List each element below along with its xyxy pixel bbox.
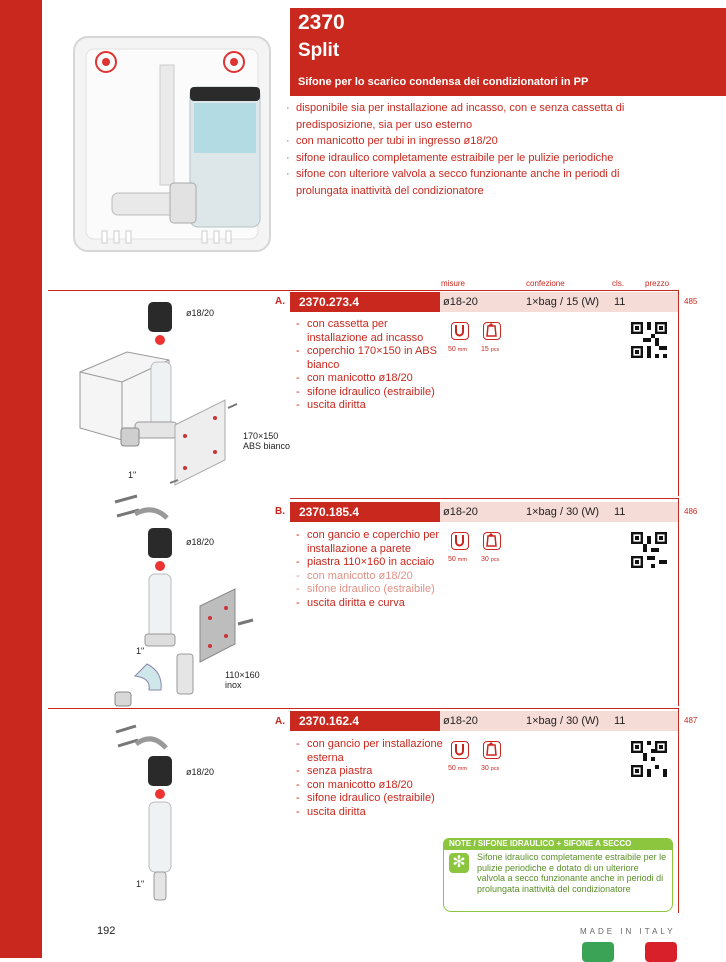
trap-depth-unit: mm <box>457 766 467 772</box>
column-header-misure: misure <box>441 279 466 288</box>
desc-item: - con cassetta per installazione ad incasso <box>296 318 446 345</box>
trap-depth-value: 50 <box>448 765 456 772</box>
cell-confezione: 1×bag / 30 (W) <box>526 506 600 518</box>
variant-description <box>296 529 446 610</box>
desc-item: - con manicotto ø18/20 <box>296 779 446 793</box>
section-divider <box>290 498 678 499</box>
page-number: 192 <box>97 925 116 937</box>
article-code <box>290 292 440 312</box>
section-divider <box>48 708 678 709</box>
qr-code-icon[interactable] <box>631 741 667 777</box>
product-drawing <box>110 724 190 904</box>
qr-code-icon[interactable] <box>631 322 667 358</box>
trap-depth-label <box>448 765 467 772</box>
desc-item: - con manicotto ø18/20 <box>296 372 446 386</box>
desc-item: - sifone idraulico (estraibile) <box>296 386 446 400</box>
package-quantity-unit: pcs <box>490 766 500 772</box>
feature-item: · disponibile sia per installazione ad incasso, con e senza cassetta di predisposizione, sia per uso esterno <box>286 100 666 133</box>
variant-letter: A. <box>275 296 285 307</box>
trap-depth-value: 50 <box>448 556 456 563</box>
variant-letter: B. <box>275 506 285 517</box>
trap-depth-icon <box>451 322 469 340</box>
section-divider <box>48 290 678 291</box>
section-side-rule <box>678 498 679 706</box>
cell-cls: 11 <box>614 506 626 518</box>
package-quantity-value: 30 <box>481 556 489 563</box>
feature-item: · sifone idraulico completamente estraibile per le pulizie periodiche <box>286 150 666 167</box>
desc-item: - coperchio 170×150 in ABS bianco <box>296 345 446 372</box>
qr-code-icon[interactable] <box>631 532 667 568</box>
desc-item: - sifone idraulico (estraibile) <box>296 792 446 806</box>
asterisk-icon: ✻ <box>449 853 469 873</box>
package-quantity-label <box>481 556 499 563</box>
desc-item: - con manicotto ø18/20 <box>296 570 446 584</box>
feature-list <box>286 100 666 199</box>
series-number: 2370 <box>298 11 345 34</box>
cell-misure: ø18-20 <box>443 296 478 308</box>
note-text: Sifone idraulico completamente estraibile per le pulizie periodiche e dotato di un ulteriore valvola a secco funzionante anche in periodi di prolungata inattività del condizionatore <box>477 852 667 894</box>
flag-red-tab <box>645 942 677 962</box>
desc-item: - con gancio e coperchio per installazione a parete <box>296 529 446 556</box>
package-quantity-unit: pcs <box>490 347 500 353</box>
variant-letter: A. <box>275 716 285 727</box>
package-quantity-icon <box>483 532 501 550</box>
thread-label: 1" <box>136 879 145 889</box>
section-side-rule <box>678 290 679 496</box>
code-series: 2370 <box>299 295 326 309</box>
package-quantity-label <box>481 765 499 772</box>
package-quantity-unit: pcs <box>490 557 500 563</box>
plate-size-label: 170×150 <box>243 431 279 441</box>
trap-depth-label <box>448 346 467 353</box>
plate-material-label: inox <box>225 680 242 690</box>
code-suffix: .185.4 <box>325 505 360 519</box>
column-header-cls: cls. <box>612 279 624 288</box>
feature-item: · con manicotto per tubi in ingresso ø18/20 <box>286 133 666 150</box>
product-title: Split <box>298 40 340 61</box>
diameter-label: ø18/20 <box>186 537 215 547</box>
flag-green-tab <box>582 942 614 962</box>
column-header-confezione: confezione <box>526 279 565 288</box>
trap-depth-icon <box>451 741 469 759</box>
trap-depth-unit: mm <box>457 347 467 353</box>
code-suffix: .162.4 <box>325 714 360 728</box>
page-reference: 485 <box>684 297 698 306</box>
page-reference: 487 <box>684 716 698 725</box>
variant-description <box>296 738 446 819</box>
cell-confezione: 1×bag / 30 (W) <box>526 715 600 727</box>
trap-depth-icon <box>451 532 469 550</box>
package-quantity-value: 15 <box>481 346 489 353</box>
trap-depth-unit: mm <box>457 557 467 563</box>
package-quantity-value: 30 <box>481 765 489 772</box>
code-suffix: .273.4 <box>325 295 360 309</box>
note-title: NOTE / SIFONE IDRAULICO + SIFONE A SECCO <box>443 838 673 850</box>
package-quantity-label <box>481 346 499 353</box>
desc-item: - uscita diritta e curva <box>296 597 446 611</box>
product-drawing <box>75 300 300 490</box>
cell-cls: 11 <box>614 296 626 308</box>
cell-misure: ø18-20 <box>443 506 478 518</box>
code-series: 2370 <box>299 505 326 519</box>
left-brand-strip <box>0 0 42 958</box>
plate-size-label: 110×160 <box>225 670 260 680</box>
cell-confezione: 1×bag / 15 (W) <box>526 296 600 308</box>
made-in-italy-label: MADE IN ITALY <box>580 927 676 936</box>
column-header-prezzo: prezzo <box>645 279 670 288</box>
trap-depth-value: 50 <box>448 346 456 353</box>
package-quantity-icon <box>483 741 501 759</box>
page-reference: 486 <box>684 507 698 516</box>
product-subtitle: Sifone per lo scarico condensa dei condizionatori in PP <box>298 76 589 88</box>
cell-misure: ø18-20 <box>443 715 478 727</box>
desc-item: - uscita diritta <box>296 806 446 820</box>
desc-item: - piastra 110×160 in acciaio <box>296 556 446 570</box>
article-code <box>290 711 440 731</box>
package-quantity-icon <box>483 322 501 340</box>
variant-description <box>296 318 446 413</box>
code-series: 2370 <box>299 714 326 728</box>
feature-item: · sifone con ulteriore valvola a secco funzionante anche in periodi di prolungata inattività del condizionatore <box>286 166 666 199</box>
thread-label: 1" <box>128 470 137 480</box>
desc-item: - sifone idraulico (estraibile) <box>296 583 446 597</box>
desc-item: - senza piastra <box>296 765 446 779</box>
hero-product-image <box>72 35 272 253</box>
diameter-label: ø18/20 <box>186 308 215 318</box>
cell-cls: 11 <box>614 715 626 727</box>
desc-item: - uscita diritta <box>296 399 446 413</box>
desc-item: - con gancio per installazione esterna <box>296 738 446 765</box>
trap-depth-label <box>448 556 467 563</box>
thread-label: 1" <box>136 646 145 656</box>
section-side-rule <box>678 708 679 913</box>
diameter-label: ø18/20 <box>186 767 215 777</box>
article-code <box>290 502 440 522</box>
plate-material-label: ABS bianco <box>243 441 291 451</box>
